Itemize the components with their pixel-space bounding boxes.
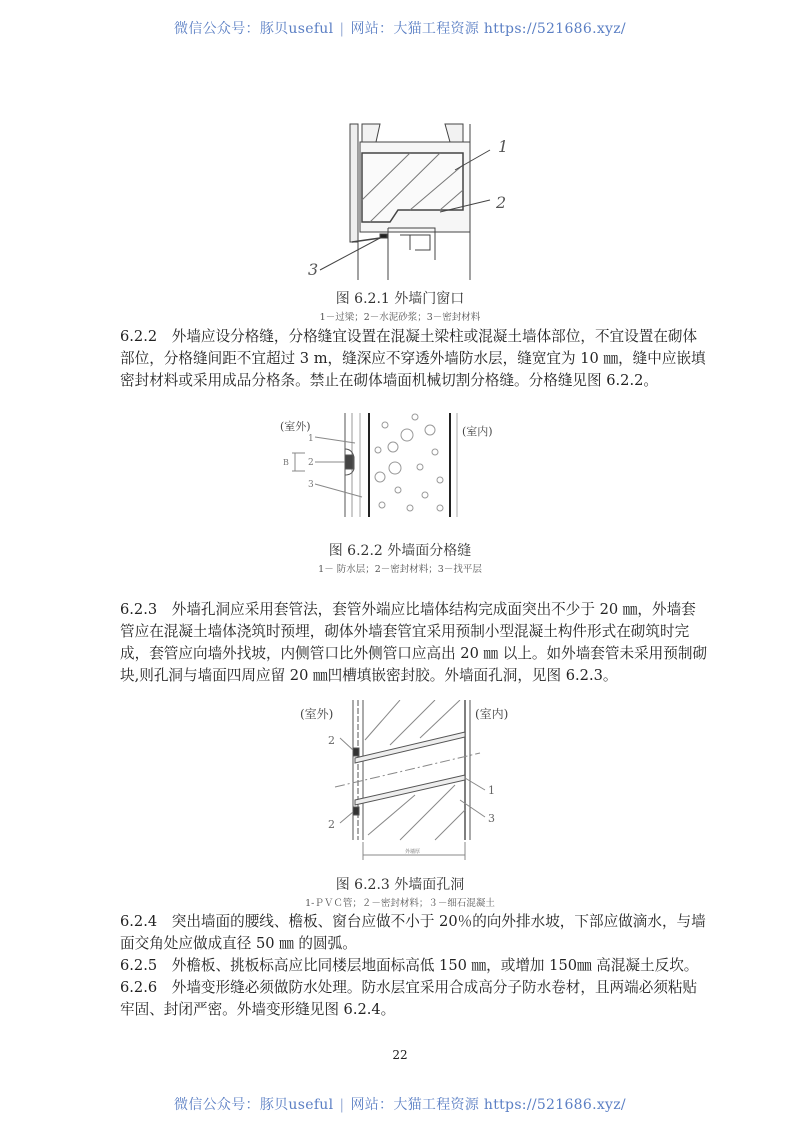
text-line: 6.2.2 外墙应设分格缝，分格缝宜设置在混凝土梁柱或混凝土墙体部位，不宜设置在砌体	[120, 328, 698, 345]
paragraph-6-2-4	[120, 911, 706, 955]
watermark-header	[0, 18, 800, 38]
figure-2-caption: 图 6.2.2 外墙面分格缝	[328, 543, 472, 559]
figure-3-label-3: 3	[488, 812, 495, 825]
figure-6-2-1-drawing	[280, 110, 540, 280]
figure-2-legend: 1－ 防水层；2－密封材料；3－找平层	[318, 564, 482, 575]
text-line: 管应在混凝土墙体浇筑时预埋，砌体外墙套管宜采用预制小型混凝土构件形式在砌筑时完	[120, 623, 690, 640]
figure-3-label-1: 1	[488, 784, 495, 797]
figure-2-label-b: B	[283, 458, 289, 467]
figure-1-label-2: 2	[496, 193, 507, 212]
figure-1-caption: 图 6.2.1 外墙门窗口	[335, 291, 465, 307]
figure-3-label-2-top: 2	[328, 734, 335, 747]
paragraph-6-2-5	[120, 955, 699, 977]
watermark-right: 网站：大猫工程资源 https://521686.xyz/	[350, 21, 626, 37]
text-line: 成，套管应向墙外找坡，内侧管口比外侧管口应高出 20 ㎜ 以上。如外墙套管未采用预制砌	[120, 645, 708, 662]
figure-1-label-1: 1	[498, 137, 509, 156]
text-line: 密封材料或采用成品分格条。禁止在砌体墙面机械切割分格缝。分格缝见图 6.2.2。	[120, 372, 658, 389]
figure-6-2-2-drawing	[280, 405, 530, 525]
figure-3-label-2-bottom: 2	[328, 818, 335, 831]
figure-2-label-indoor: (室内)	[462, 425, 493, 438]
watermark-separator: |	[339, 21, 345, 37]
text-line: 6.2.5 外檐板、挑板标高应比同楼层地面标高低 150 ㎜，或增加 150㎜ 高混凝土反坎。	[120, 957, 699, 974]
watermark-footer	[0, 1094, 800, 1114]
text-line: 6.2.6 外墙变形缝必须做防水处理。防水层宜采用合成高分子防水卷材，且两端必须粘贴	[120, 979, 698, 996]
figure-1-legend: 1－过梁；2－水泥砂浆；3－密封材料	[319, 312, 481, 323]
figure-2-label-3: 3	[308, 480, 314, 490]
watermark-right: 网站：大猫工程资源 https://521686.xyz/	[350, 1097, 626, 1113]
text-line: 部位，分格缝间距不宜超过 3 m，缝深应不穿透外墙防水层，缝宽宜为 10 ㎜，缝中应嵌填	[120, 350, 706, 367]
figure-3-label-wall-thickness: 外墙厚	[405, 849, 421, 855]
figure-1-label-3: 3	[308, 260, 319, 279]
text-line: 块,则孔洞与墙面四周应留 20 ㎜凹槽填嵌密封胶。外墙面孔洞，见图 6.2.3。	[120, 667, 618, 684]
watermark-left: 微信公众号：豚贝useful	[174, 1097, 334, 1113]
figure-3-label-outdoor: (室外)	[300, 707, 334, 721]
figure-2-label-1: 1	[308, 434, 314, 444]
text-line: 6.2.3 外墙孔洞应采用套管法，套管外端应比墙体结构完成面突出不少于 20 ㎜，外墙套	[120, 601, 696, 618]
figure-2-label-2: 2	[308, 458, 314, 468]
paragraph-6-2-6	[120, 977, 698, 1021]
paragraph-6-2-2	[120, 326, 706, 392]
text-line: 6.2.4 突出墙面的腰线、檐板、窗台应做不小于 20％的向外排水坡，下部应做滴水，与墙	[120, 913, 706, 930]
watermark-left: 微信公众号：豚贝useful	[174, 21, 334, 37]
page-number: 22	[392, 1048, 408, 1062]
figure-3-label-indoor: (室内)	[475, 707, 509, 721]
figure-6-2-3-drawing	[290, 700, 520, 865]
figure-2-label-outdoor: (室外)	[280, 420, 311, 433]
paragraph-6-2-3	[120, 599, 708, 687]
text-line: 面交角处应做成直径 50 ㎜ 的圆弧。	[120, 935, 357, 952]
text-line: 牢固、封闭严密。外墙变形缝见图 6.2.4。	[120, 1001, 396, 1018]
figure-3-legend: 1-ＰＶＣ管；２－密封材料；３－细石混凝土	[305, 898, 495, 909]
figure-3-caption: 图 6.2.3 外墙面孔洞	[335, 877, 465, 893]
watermark-separator: |	[339, 1097, 345, 1113]
